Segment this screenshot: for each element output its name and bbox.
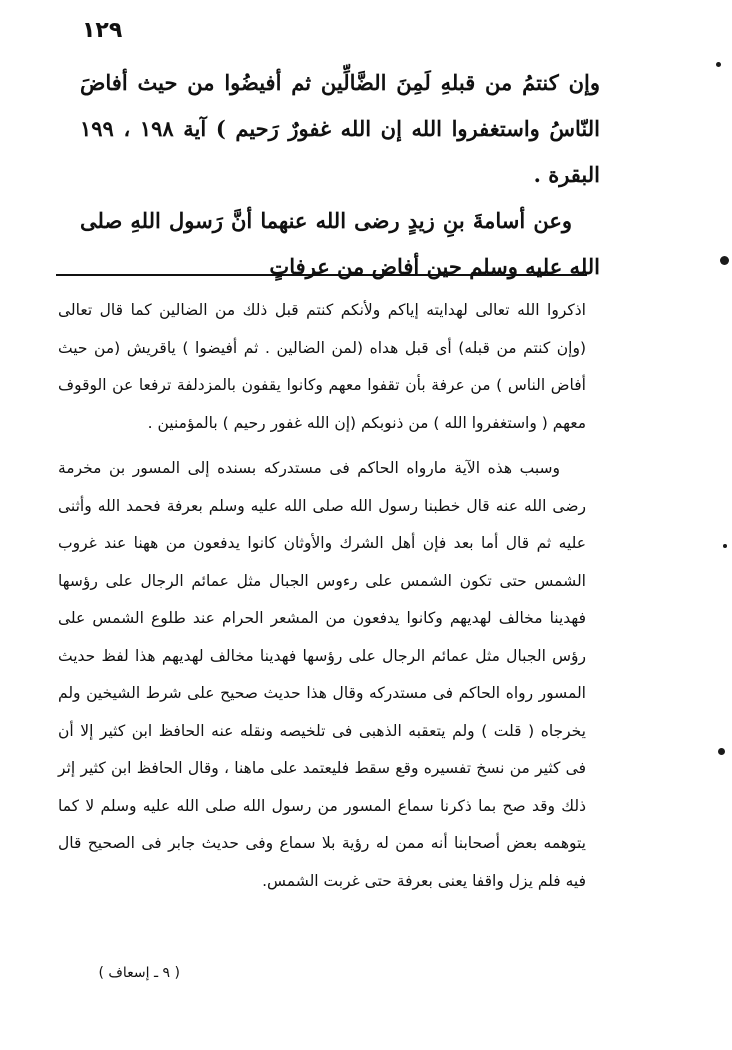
hadith-paragraph: وعن أسامةَ بنِ زيدٍ رضى الله عنهما أنَّ رَسول اللهِ صلى الله عليه وسلم حين أفاض من عرفاتٍ bbox=[80, 208, 600, 279]
verse-text-block bbox=[80, 60, 600, 290]
margin-speck bbox=[723, 544, 727, 548]
signature-mark: ( ٩ ـ إسعاف ) bbox=[98, 965, 180, 981]
commentary-block bbox=[58, 292, 586, 900]
verse-paragraph: وإن كنتمُ من قبلهِ لَمِنَ الضَّالِّين ثم أفيضُوا من حيث أفاضَ النّاسُ واستغفروا الله إن الله غفورٌ رَحيم ) آية ١٩٨ ، ١٩٩ البقرة . bbox=[80, 70, 600, 187]
commentary-paragraph: اذكروا الله تعالى لهدايته إياكم ولأنكم كنتم قبل ذلك من الضالين كما قال تعالى (وإن كنتم من قبله) أى قبل هداه (لمن الضالين . ثم أفيضوا ) ياقريش (من حيث أفاض الناس ) من عرفة بأن تقفوا معهم وكانوا يقفون بالمزدلفة ترفعا عن الوقوف معهم ( واستغفروا الله ) من ذنوبكم (إن الله غفور رحيم ) بالمؤمنين . bbox=[58, 301, 586, 432]
separator-rule bbox=[56, 274, 587, 276]
page-number: ١٢٩ bbox=[82, 18, 123, 43]
margin-speck bbox=[720, 256, 729, 265]
commentary-paragraph: وسبب هذه الآية مارواه الحاكم فى مستدركه بسنده إلى المسور بن مخرمة رضى الله عنه قال خطبنا رسول الله صلى الله عليه وسلم بعرفة فحمد الله وأثنى عليه ثم قال أما بعد فإن أهل الشرك والأوثان كانوا يدفعون من ههنا عند غروب الشمس حتى تكون الشمس على رءوس الجبال مثل عمائم الرجال على رؤسها فهدينا مخالف لهديهم وكانوا يدفعون من المشعر الحرام عند طلوع الشمس على رؤس الجبال مثل عمائم الرجال على رؤسها فهدينا مخالف لهديهم هذا لفظ حديث المسور رواه الحاكم فى مستدركه وقال هذا حديث صحيح على شرط الشيخين ولم يخرجاه ( قلت ) ولم يتعقبه الذهبى فى تلخيصه ونقله عنه الحافظ ابن كثير إلا أن فى كثير من نسخ تفسيره وقع سقط فليعتمد على ماهنا ، وقال الحافظ ابن كثير إثر ذلك وقد صح بما ذكرنا سماع المسور من رسول الله صلى الله عليه وسلم لا كما يتوهمه بعض أصحابنا أنه ممن له رؤية بلا سماع وفى حديث جابر فى الصحيح قال فيه فلم يزل واقفا يعنى بعرفة حتى غربت الشمس. bbox=[58, 459, 586, 890]
margin-speck bbox=[716, 62, 721, 67]
margin-speck bbox=[718, 748, 725, 755]
